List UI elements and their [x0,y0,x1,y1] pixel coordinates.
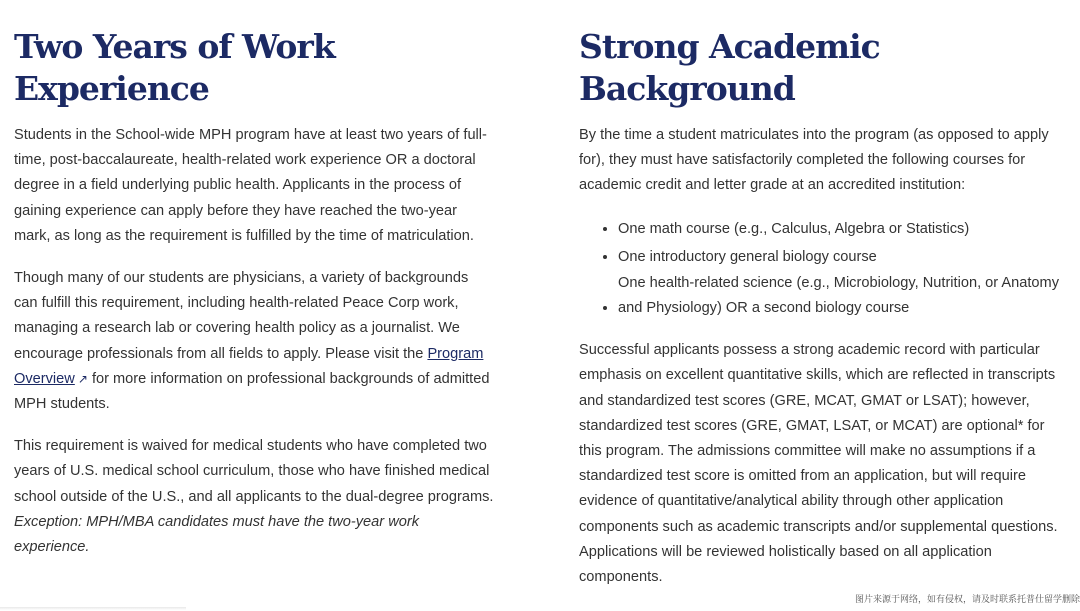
work-experience-section [14,26,494,560]
divider [0,607,186,610]
academic-background-section [579,26,1065,590]
program-overview-link[interactable]: Program Overview [14,345,484,387]
heading-line-2: Experience [14,69,209,108]
work-experience-paragraph-1: Students in the School-wide MPH program have at least two years of full-time, post-baccalaureate, health-related work experience OR a doctoral degree in a field underlying public health. Applicants in the process of gaining experience can apply before they have reached the two-year mark, as long as the requirement is fulfilled by the time of matriculation. [14,127,487,244]
paragraph-2-text-end: for more information on professional backgrounds of admitted MPH students. [14,370,490,413]
work-experience-heading [14,26,494,110]
heading-line-1: Strong Academic [579,27,880,66]
work-experience-paragraph-2 [14,266,494,417]
paragraph-2-text: Though many of our students are physicians, a variety of backgrounds can fulfill this requirement, including health-related Peace Corp work, managing a research lab or covering health policy as a journalist. We encourage professionals from all fields to apply. Please visit the [14,270,469,362]
mba-exception-note: Exception: MPH/MBA candidates must have the two-year work experience. [14,513,420,556]
academic-record-paragraph: Successful applicants possess a strong academic record with particular emphasis on excellent quantitative skills, which are reflected in transcripts and standardized test scores (GRE, MCAT, GMAT or LSAT); however, standardized test scores (GRE, GMAT, LSAT, or MCAT) are optional* for this program. The admissions committee will make no assumptions if a standardized test score is omitted from an application, but will require evidence of quantitative/analytical ability through other application components such as academic transcripts and/or supplemental questions. Applications will be reviewed holistically based on all application components. [579,342,1058,585]
work-experience-paragraph-3 [14,434,494,560]
list-item: • One math course (e.g., Calculus, Algebra or Statistics) [618,215,1065,243]
list-item: • One introductory general biology course [618,243,1065,271]
course-requirements-list [579,215,1065,323]
list-item-text: One health-related science (e.g., Microbiology, Nutrition, or Anatomy and Physiology) OR a second biology course [618,274,1059,317]
heading-line-1: Two Years of Work [14,27,335,66]
academic-background-heading [579,26,1065,110]
heading-line-2: Background [579,69,795,108]
watermark-text: 图片来源于网络，如有侵权，请及时联系托普仕留学删除 [854,594,1080,604]
list-item [618,271,1065,323]
external-link-icon: ↗ [77,371,88,386]
paragraph-3-text: This requirement is waived for medical students who have completed two years of U.S. medical school curriculum, those who have finished medical school outside of the U.S., and all applicants to the dual-degree programs. [14,438,494,505]
academic-intro-paragraph: By the time a student matriculates into the program (as opposed to apply for), they must have satisfactorily completed the following courses for academic credit and letter grade at an accredited institution: [579,127,1049,194]
